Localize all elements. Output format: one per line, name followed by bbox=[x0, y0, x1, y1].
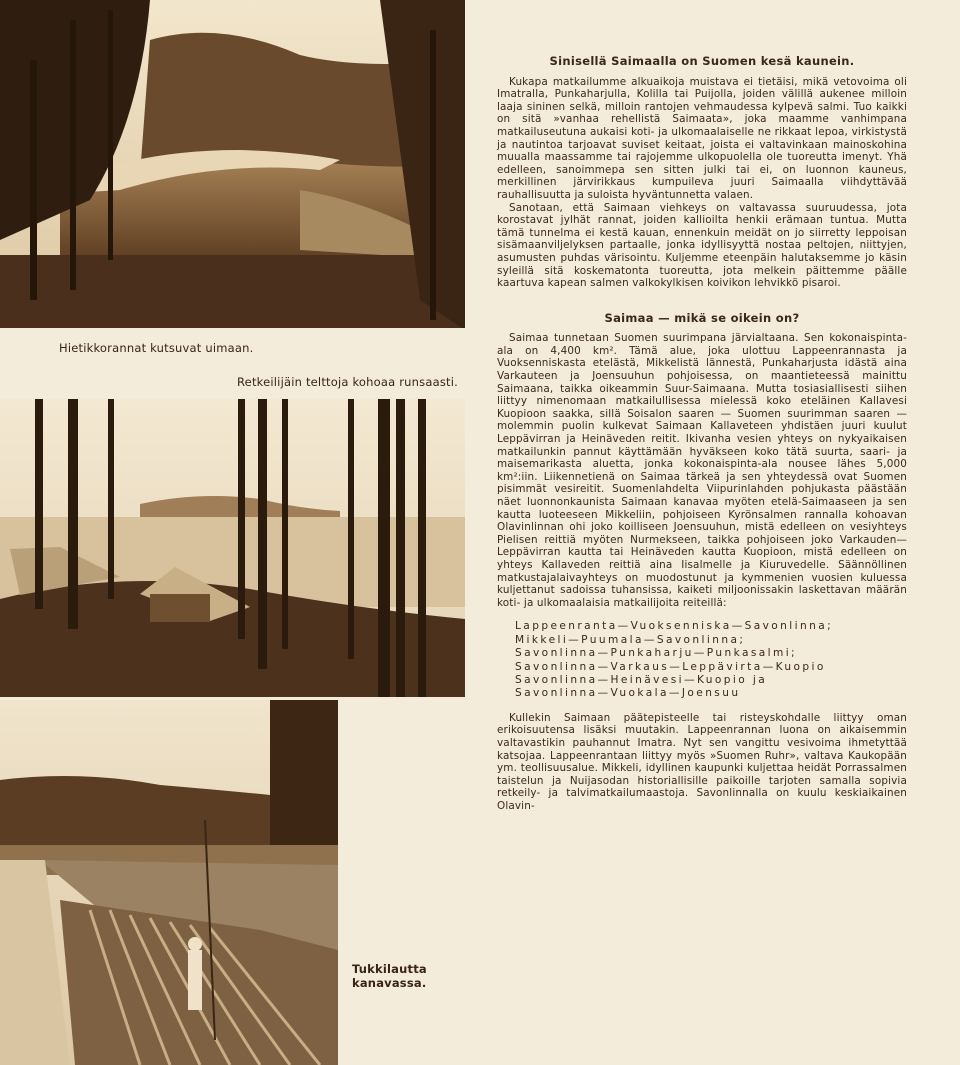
route-item: Mikkeli—Puumala—Savonlinna; bbox=[515, 633, 746, 646]
photo-sandy-beach-lake bbox=[0, 0, 465, 328]
photo-log-raft-canal bbox=[0, 700, 338, 1065]
paragraph: Kullekin Saimaan päätepisteelle tai risteyskohdalle liittyy oman erikoisuutensa lisäksi muutakin. Lappeenrannan luona on aikaisemmin valtavastikin pauhannut Imatra. Nyt sen vangittu vesivoima ihmetyttää katsojaa. Lappeenrantaan liittyy myös »Suomen Ruhr», valtava Kaukopään ym. teollisuusalue. Mikkeli, idyllinen kaupunki kuljettaa heidät Porrassalmen taistelun ja Nuijasodan historiallisille paikoille tarjoten samalla sopivia retkeily- ja talvimatkailumaastoja. Savonlinnalla on kuulu keskiaikainen Olavin- bbox=[497, 711, 907, 812]
paragraph: Saimaa tunnetaan Suomen suurimpana järvialtaana. Sen kokonaispinta-ala on 4,400 km². Tämä alue, joka ulottuu Lappeenrannasta ja Vuoksenniskasta etelästä, Mikkelistä lännestä, Punkaharjusta idästä aina Varkauteen ja Joensuuhun pohjoisessa, on maantieteessä mainittu Saimaana, taikka oikeammin Suur-Saimaana. Mutta tosiasiallisesti siihen liittyy nimenomaan matkailullisessa mielessä koko eteläinen Kallavesi Kuopioon saakka, sillä Soisalon saaren — Suomen suurimman saaren — molemmin puolin kulkevat Saimaan Kallaveteen yhdistäen juuri kuulut Leppävirran ja Heinäveden reitit. Ikivanha vesien yhteys on nykyaikaisen matkailunkin pannut käyttämään hyväkseen koko tätä suurta, saari- ja maisemarikasta aluetta, jonka kokonaispinta-ala nousee lähes 5,000 km²:iin. Liikennetienä on Saimaa tärkeä ja sen yhteydessä ovat Suomen pisimmät vesireitit. Suomenlahdelta Viipurinlahden pohjukasta päästään näet luonnonkaunista Saimaan kanavaa myöten etelä-Saimaaseen ja sen kautta luoteeseen Mikkeliin, pohjoiseen Kyrönsalmen rannalla kohoavan Olavinlinnan ohi joko koilliseen Joensuuhun, mistä edelleen on vesiyhteys Pielisen reittiä myöten Nurmekseen, taikka pohjoiseen joko Varkauden—Leppävirran kautta tai Heinäveden kautta Kuopioon, mistä edelleen on yhteys Kallaveden reittiä aina Iisalmelle ja Kiuruvedelle. Säännöllinen matkustajalaivayhteys on muodostunut ja kymmenien vuosien kuluessa kuljettanut sadoissa tuhansissa, kaiketi miljoonissakin laskettavan määrän koti- ja ulkomaalaisia matkailijoita reiteillä: bbox=[497, 332, 907, 609]
caption-tents: Retkeilijäin telttoja kohoaa runsaasti. bbox=[237, 375, 458, 389]
heading-sinisella-saimaalla: Sinisellä Saimaalla on Suomen kesä kaunein. bbox=[549, 54, 855, 68]
paragraph: Sanotaan, että Saimaan viehkeys on valtavassa suuruudessa, jota korostavat jylhät rannat, joiden kallioilta henkii erämaan tuntua. Mutta tämä tunnelma ei kestä kauan, ennenkuin meidät on jo siirretty leppoisan sisämaanviljelyksen partaalle, jonka idyllisyyttä nostaa peltojen, niittyjen, asumusten puhdas värisointu. Kuljemme eteenpäin halutaksemme jo käsin syleillä sitä koskematonta tuoreutta, jota melkein päittemme päälle kaartuva kapean salmen valkokylkisen koivikon lehvikkö pisaroi. bbox=[497, 201, 907, 290]
caption-logs-line1: Tukkilautta bbox=[352, 962, 427, 976]
route-list bbox=[515, 620, 907, 700]
caption-logs-line2: kanavassa. bbox=[352, 976, 427, 990]
photo-tents-pine-forest bbox=[0, 399, 465, 697]
route-item: Savonlinna—Varkaus—Leppävirta—Kuopio bbox=[515, 660, 826, 673]
route-item: Savonlinna—Vuokala—Joensuu bbox=[515, 687, 741, 700]
article-column bbox=[497, 55, 907, 813]
route-item: Savonlinna—Heinävesi—Kuopio ja bbox=[515, 673, 768, 686]
route-item: Lappeenranta—Vuoksenniska—Savonlinna; bbox=[515, 620, 834, 633]
heading-saimaa-mika-se-on: Saimaa — mikä se oikein on? bbox=[604, 310, 800, 325]
route-item: Savonlinna—Punkaharju—Punkasalmi; bbox=[515, 647, 798, 660]
caption-beach: Hietikkorannat kutsuvat uimaan. bbox=[59, 341, 254, 355]
paragraph: Kukapa matkailumme alkuaikoja muistava ei tietäisi, mikä vetovoima oli Imatralla, Punkaharjulla, Kolilla tai Puijolla, joiden välillä aukenee milloin laaja sininen selkä, milloin rantojen vehmaudessa kylpevä salmi. Tuo kaikki on sitä »vanhaa rehellistä Saimaata», joka maamme vanhimpana matkailuseutuna aukaisi koti- ja ulkomaalaiselle ne rikkaat lepoa, virkistystä ja nautintoa tarjoavat suviset keitaat, joista ei valtavinkaan mainoskohina muualla maassamme tai rajojemme ulkopuolella ole tuoreutta imenyt. Yhä edelleen, sanoimmepa sen sitten julki tai ei, on luonnon kauneus, merkillinen järvirikkaus kumpuileva juuri Saimaalla viihdyttävää rauhallisuutta ja suloista hyväntunnetta valaen. bbox=[497, 75, 907, 201]
